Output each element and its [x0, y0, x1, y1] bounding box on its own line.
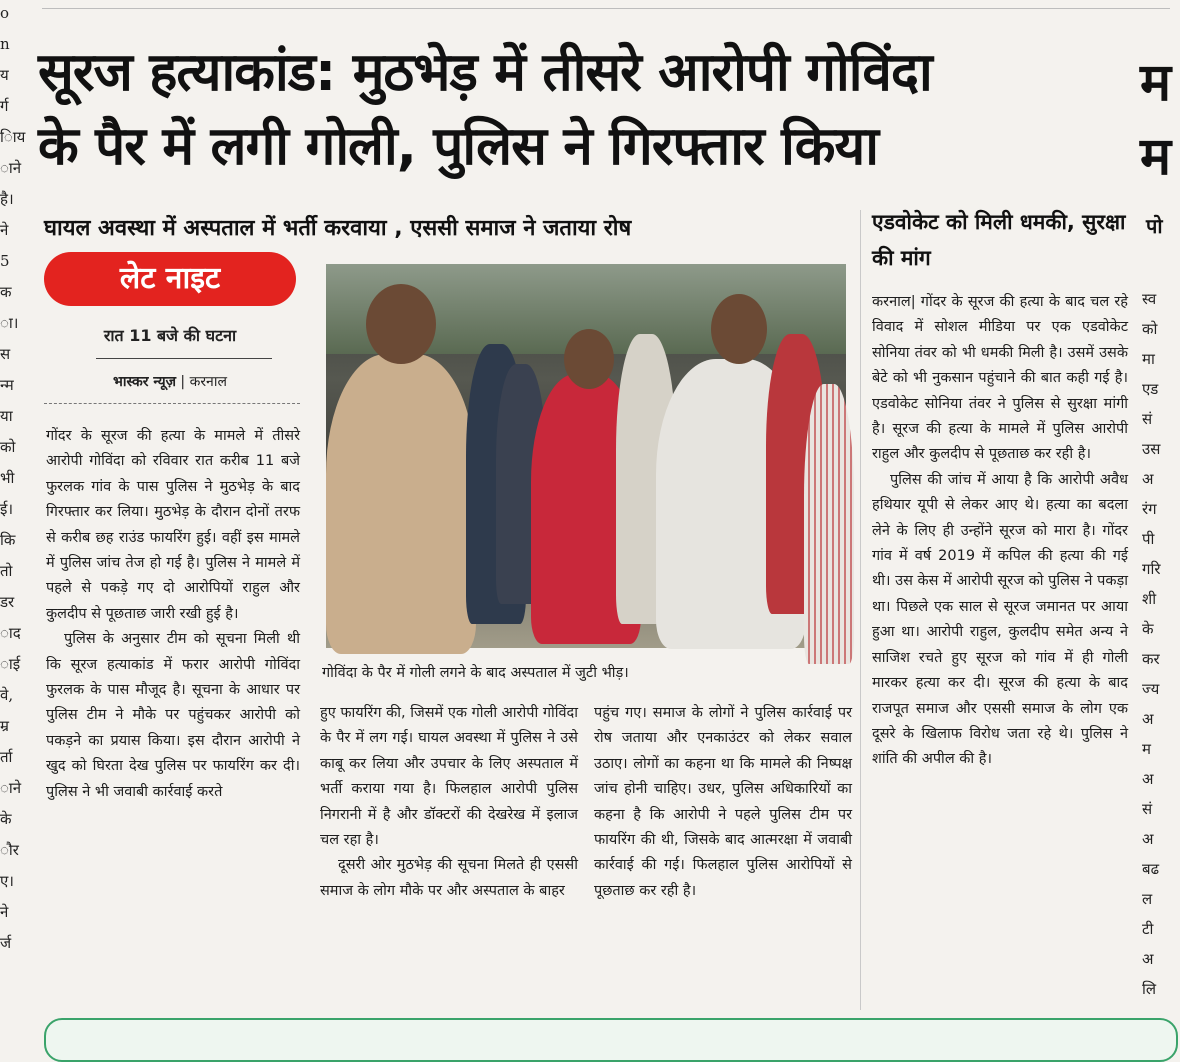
edge-fragment: र्ज: [0, 934, 12, 952]
edge-fragment: o: [0, 4, 10, 22]
edge-fragment: ने: [0, 903, 9, 921]
cropped-right-headline: म म: [1140, 53, 1172, 187]
article-paragraph: हुए फायरिंग की, जिसमें एक गोली आरोपी गोविंदा के पैर में लग गई। घायल अवस्था में पुलिस ने उसे काबू कर लिया और उपचार के लिए अस्पताल में भर्ती कराया गया है। फिलहाल आरोपी पुलिस निगरानी में है और डॉक्टरों की देखरेख में इलाज चल रहा है।: [320, 705, 579, 849]
edge-fragment: तो: [0, 562, 13, 580]
article-paragraph: पहुंच गए। समाज के लोगों ने पुलिस कार्रवाई पर रोष जताया और एनकाउंटर को लेकर सवाल उठाए। लोगों का कहना था कि मामले की निष्पक्ष जांच होनी चाहिए। उधर, पुलिस अधिकारियों का कहना है कि आरोपी ने पहले पुलिस टीम पर फायरिंग की थी, जिसके बाद आत्मरक्षा में जवाबी कार्रवाई की गई। फिलहाल पुलिस आरोपियों से पूछताछ कर रही है।: [594, 705, 852, 899]
edge-fragment: लि: [1142, 980, 1157, 998]
article-paragraph: गोंदर के सूरज की हत्या के मामले में तीसरे आरोपी गोविंदा को रविवार रात करीब 11 बजे फुरलक गांव के पास पुलिस ने मुठभेड़ के बाद गिरफ्तार कर लिया। मुठभेड़ के दौरान दोनों तरफ से करीब छह राउंड फायरिंग हुई। वहीं इस मामले में पुलिस जांच तेज हो गई है। पुलिस ने मामले में पहले से पकड़े गए दो आरोपियों राहुल और कुलदीप से पूछताछ जारी रखी हुई है।: [46, 428, 300, 622]
top-rule: [42, 8, 1170, 9]
edge-fragment: मा: [1142, 350, 1155, 368]
person-head: [366, 284, 436, 364]
edge-fragment: ने: [0, 221, 9, 239]
edge-fragment: अ: [1142, 770, 1154, 788]
article-column-2: [320, 701, 578, 904]
edge-fragment: र्ग: [0, 97, 9, 115]
article-column-1: [46, 424, 300, 805]
edge-fragment: स्व: [1142, 290, 1157, 308]
edge-fragment: n: [0, 35, 10, 53]
byline-source: भास्कर न्यूज़: [113, 374, 176, 390]
edge-fragment: 5: [0, 252, 10, 270]
article-column-3: [594, 701, 852, 904]
edge-fragment: ाद: [0, 624, 21, 642]
sidebar-headline: एडवोकेट को मिली धमकी, सुरक्षा की मांग: [872, 210, 1126, 270]
edge-fragment: सं: [1142, 800, 1153, 818]
edge-fragment: गरि: [1142, 560, 1161, 578]
left-cropped-column: [0, 0, 26, 1032]
edge-fragment: ाने: [0, 159, 22, 177]
edge-fragment: भी: [0, 469, 15, 487]
edge-fragment: एड: [1142, 380, 1159, 398]
person-head: [711, 294, 767, 364]
headline-line-2: के पैर में लगी गोली, पुलिस ने गिरफ्तार किया: [38, 116, 878, 177]
edge-fragment: को: [0, 438, 16, 456]
edge-fragment: अ: [1142, 470, 1154, 488]
edge-fragment: कि: [0, 531, 16, 549]
edge-fragment: ल: [1142, 890, 1153, 908]
article-paragraph: पुलिस के अनुसार टीम को सूचना मिली थी कि सूरज हत्याकांड में फरार आरोपी गोविंदा फुरलक के पास मौजूद है। सूचना के आधार पर पुलिस टीम ने मौके पर पहुंचकर आरोपी को पकड़ने का प्रयास किया। इस दौरान आरोपी ने खुद को घिरता देख पुलिस पर फायरिंग कर दी। पुलिस ने भी जवाबी कार्रवाई करते: [46, 631, 300, 800]
edge-fragment: ौर: [0, 841, 19, 859]
edge-fragment: पी: [1142, 530, 1155, 548]
edge-fragment: को: [1142, 320, 1158, 338]
sidebar-paragraph: पुलिस की जांच में आया है कि आरोपी अवैध हथियार यूपी से लेकर आए थे। हत्या का बदला लेने के लिए ही उन्होंने सूरज को मारा है। गोंदर गांव में वर्ष 2019 में कपिल की हत्या की गई थी। उस केस में आरोपी सूरज को पुलिस ने पकड़ा था। पिछले एक साल से सूरज जमानत पर आया हुआ था। आरोपी राहुल, कुलदीप समेत अन्य ने साजिश रचते हुए सूरज को गांव में ही गोली मारकर हत्या कर दी। सूरज की हत्या के बाद राजपूत समाज और एससी समाज के लोग एक दूसरे के खिलाफ विरोध जता रहे थे। पुलिस ने शांति की अपील की है।: [872, 471, 1128, 768]
bottom-green-box: [44, 1018, 1178, 1062]
dashed-divider: [44, 403, 300, 404]
time-note: रात 11 बजे की घटना: [103, 326, 237, 345]
edge-fragment: शी: [1142, 590, 1157, 608]
column-divider: [860, 210, 861, 1010]
sidebar-column: [872, 290, 1128, 773]
edge-fragment: म्र: [0, 717, 9, 735]
subheadline: घायल अवस्था में अस्पताल में भर्ती करवाया , एससी समाज ने जताया रोष: [44, 216, 632, 241]
sidebar-paragraph: करनाल| गोंदर के सूरज की हत्या के बाद चल रहे विवाद में सोशल मीडिया पर एक एडवोकेट सोनिया तंवर को भी धमकी मिली है। उसमें उसके बेटे को भी नुकसान पहुंचाने की बात कही गई है। एडवोकेट सोनिया तंवर ने पुलिस से सुरक्षा मांगी है। सूरज की हत्या के मामले में पुलिस आरोपी राहुल और कुलदीप से पूछताछ कर रही है।: [872, 294, 1128, 463]
edge-fragment: ए।: [0, 872, 14, 890]
cropped-right-subhead: पो: [1146, 214, 1163, 238]
edge-fragment: अ: [1142, 830, 1154, 848]
badge-divider: [96, 358, 272, 359]
edge-fragment: रंग: [1142, 500, 1157, 518]
news-photo: [326, 264, 846, 648]
edge-fragment: ज्य: [1142, 680, 1160, 698]
person-striped-shirt: [804, 384, 854, 664]
edge-fragment: र्ता: [0, 748, 13, 766]
edge-fragment: कर: [1142, 650, 1160, 668]
photo-caption: गोविंदा के पैर में गोली लगने के बाद अस्पताल में जुटी भीड़।: [322, 665, 629, 681]
late-night-badge: लेट नाइट: [44, 252, 296, 306]
edge-fragment: ई।: [0, 500, 14, 518]
byline-place: करनाल: [189, 374, 227, 390]
byline: भास्कर न्यूज़ | करनाल: [113, 374, 227, 390]
edge-fragment: वे,: [0, 686, 14, 704]
edge-fragment: म: [1142, 740, 1151, 758]
edge-fragment: बढ: [1142, 860, 1160, 878]
edge-fragment: अ: [1142, 950, 1154, 968]
headline-line-1: सूरज हत्याकांड: मुठभेड़ में तीसरे आरोपी गोविंदा: [38, 42, 932, 103]
edge-fragment: ाने: [0, 779, 22, 797]
edge-fragment: ा।: [0, 314, 19, 332]
edge-fragment: है।: [0, 190, 14, 208]
edge-fragment: क: [0, 283, 12, 301]
edge-fragment: अ: [1142, 710, 1154, 728]
person-head: [564, 329, 614, 389]
edge-fragment: के: [0, 810, 12, 828]
person-beige-shirt: [326, 354, 476, 654]
edge-fragment: उस: [1142, 440, 1161, 458]
edge-fragment: सं: [1142, 410, 1153, 428]
edge-fragment: टी: [1142, 920, 1154, 938]
edge-fragment: य: [0, 66, 9, 84]
article-paragraph: दूसरी ओर मुठभेड़ की सूचना मिलते ही एससी समाज के लोग मौके पर और अस्पताल के बाहर: [320, 857, 578, 899]
edge-fragment: न्म: [0, 376, 14, 394]
main-headline: [38, 36, 1118, 184]
edge-fragment: ािय: [0, 128, 26, 146]
edge-fragment: स: [0, 345, 11, 363]
edge-fragment: या: [0, 407, 13, 425]
edge-fragment: के: [1142, 620, 1154, 638]
edge-fragment: ाई: [0, 655, 21, 673]
edge-fragment: डर: [0, 593, 15, 611]
